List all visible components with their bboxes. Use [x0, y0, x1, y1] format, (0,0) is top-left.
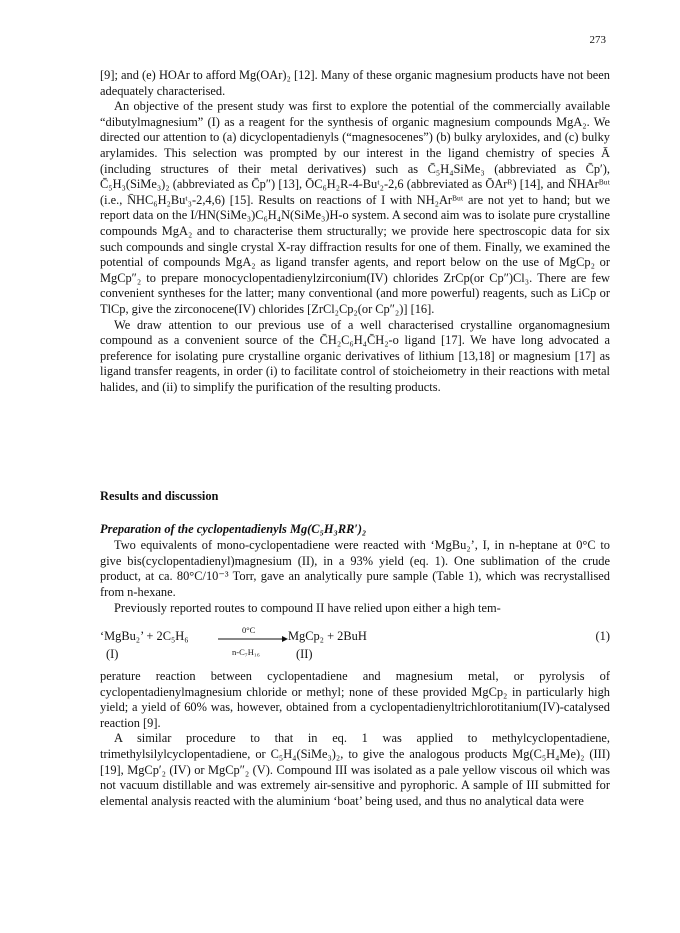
equation-lhs: ‘MgBu₂’ + 2C₅H₆ [100, 629, 189, 643]
paragraph-3: We draw attention to our previous use of a well characterised crystalline organomagnesium compound as a convenient source of the C̄H₂C₆H₄C̄H₂-o ligand [17]. We have long advocated a preference for isolating pure crystalline organic derivatives of lithium [13,18] or magnesium [17] as ligand transfer reagents, in order (i) to facilitate control of stoicheiometry in their reactions with metal halides, and (ii) to simplify the purification of the resulting products. [100, 317, 610, 394]
paragraph-4: Two equivalents of mono-cyclopentadiene were reacted with ‘MgBu₂’, I, in n-heptane at 0°C to give bis(cyclopentadienyl)magnesium (II), in a 93% yield (eq. 1). One sublimation of the crude product, at ca. 80°C/10⁻³ Torr, gave an analytically pure sample (Table 1), which was recrystallised from n-hexane. [100, 538, 610, 599]
results-text-3 [100, 669, 610, 809]
paragraph-6: A similar procedure to that in eq. 1 was applied to methylcyclopentadiene, trimethylsilylcyclopentadiene, or C₅H₄(SiMe₃)₂, to give the analogous products Mg(C₅H₄Me)₂ (III) [19], MgCp′₂ (IV) or MgCp″₂ (V). Compound III was isolated as a pale yellow viscous oil which was not vacuum distillable and was extremely air-sensitive and pyrophoric. A sample of III submitted for elemental analysis reacted with the aluminium ‘boat’ being used, and thus no analytical data were [100, 731, 610, 808]
paragraph-1: [9]; and (e) HOAr to afford Mg(OAr)₂ [12]. Many of these organic magnesium products have not been adequately characterised. [100, 68, 610, 98]
paragraph-5-start: Previously reported routes to compound II have relied upon either a high tem- [114, 601, 501, 615]
equation-condition-top: 0°C [242, 625, 256, 635]
reaction-arrow-icon [218, 635, 288, 643]
equation-rhs: MgCp₂ + 2BuH [288, 629, 367, 643]
page-number: 273 [589, 34, 606, 46]
paragraph-2: An objective of the present study was first to explore the potential of the commercially available “dibutylmagnesium” (I) as a reagent for the synthesis of organic magnesium compounds MgA₂. We directed our attention to (a) dicyclopentadienyls (“magnesocenes”) (b) bulky aryloxides, and (c) bulky arylamides. This selection was prompted by our interest in the ligand chemistry of species Ā (including structures of their metal derivatives) such as C̄₅H₄SiMe₃ (abbreviated as C̄p′), C̄₅H₃(SiMe₃)₂ (abbreviated as C̄p″) [13], ŌC₆H₂R-4-Buᵗ₂-2,6 (abbreviated as ŌArᴿ) [14], and N̄HArᴮᵘᵗ (i.e., N̄HC₆H₂Buᵗ₃-2,4,6) [15]. Results on reactions of I with NH₂Arᴮᵘᵗ are not yet to hand; but we report data on the I/HN(SiMe₃)C₆H₄N(SiMe₃)H-o system. A second aim was to isolate pure crystalline compounds MgA₂ and to characterise them structurally; we provide here spectroscopic data for six such compounds and single crystal X-ray diffraction results for one of them. Finally, we examined the potential of compounds MgA₂ as ligand transfer agents, and report below on the use of MgCp₂ or MgCp″₂ to prepare monocyclopentadienylzirconium(IV) chlorides ZrCp(or Cp″)Cl₃. There are few convenient syntheses for the latter; many conventional (and more powerful) reagents, such as LiCp or TlCp, give the zirconocene(IV) chlorides [ZrCl₂Cp₂(or Cp″₂)] [16]. [100, 99, 610, 316]
equation-number: (1) [595, 629, 610, 643]
equation-condition-bottom: n-C₇H₁₆ [232, 647, 260, 657]
paragraph-5-end: perature reaction between cyclopentadiene and magnesium metal, or pyrolysis of cyclopentadienylmagnesium chloride or methyl; none of these provided MgCp₂ in particularly high yield; a yield of 60% was, however, obtained from a cyclopentadienyltrichlorotitanium(IV)-catalysed reaction [9]. [100, 669, 610, 730]
results-text [100, 538, 610, 600]
intro-text [100, 68, 610, 395]
section-heading: Results and discussion [100, 489, 219, 503]
equation-label-right: (II) [296, 647, 313, 661]
equation-label-left: (I) [106, 647, 119, 661]
subsection-heading: Preparation of the cyclopentadienyls Mg(C₅H₃RR′)₂ [100, 522, 367, 536]
results-text-2 [100, 601, 610, 617]
equation-1 [100, 623, 610, 669]
